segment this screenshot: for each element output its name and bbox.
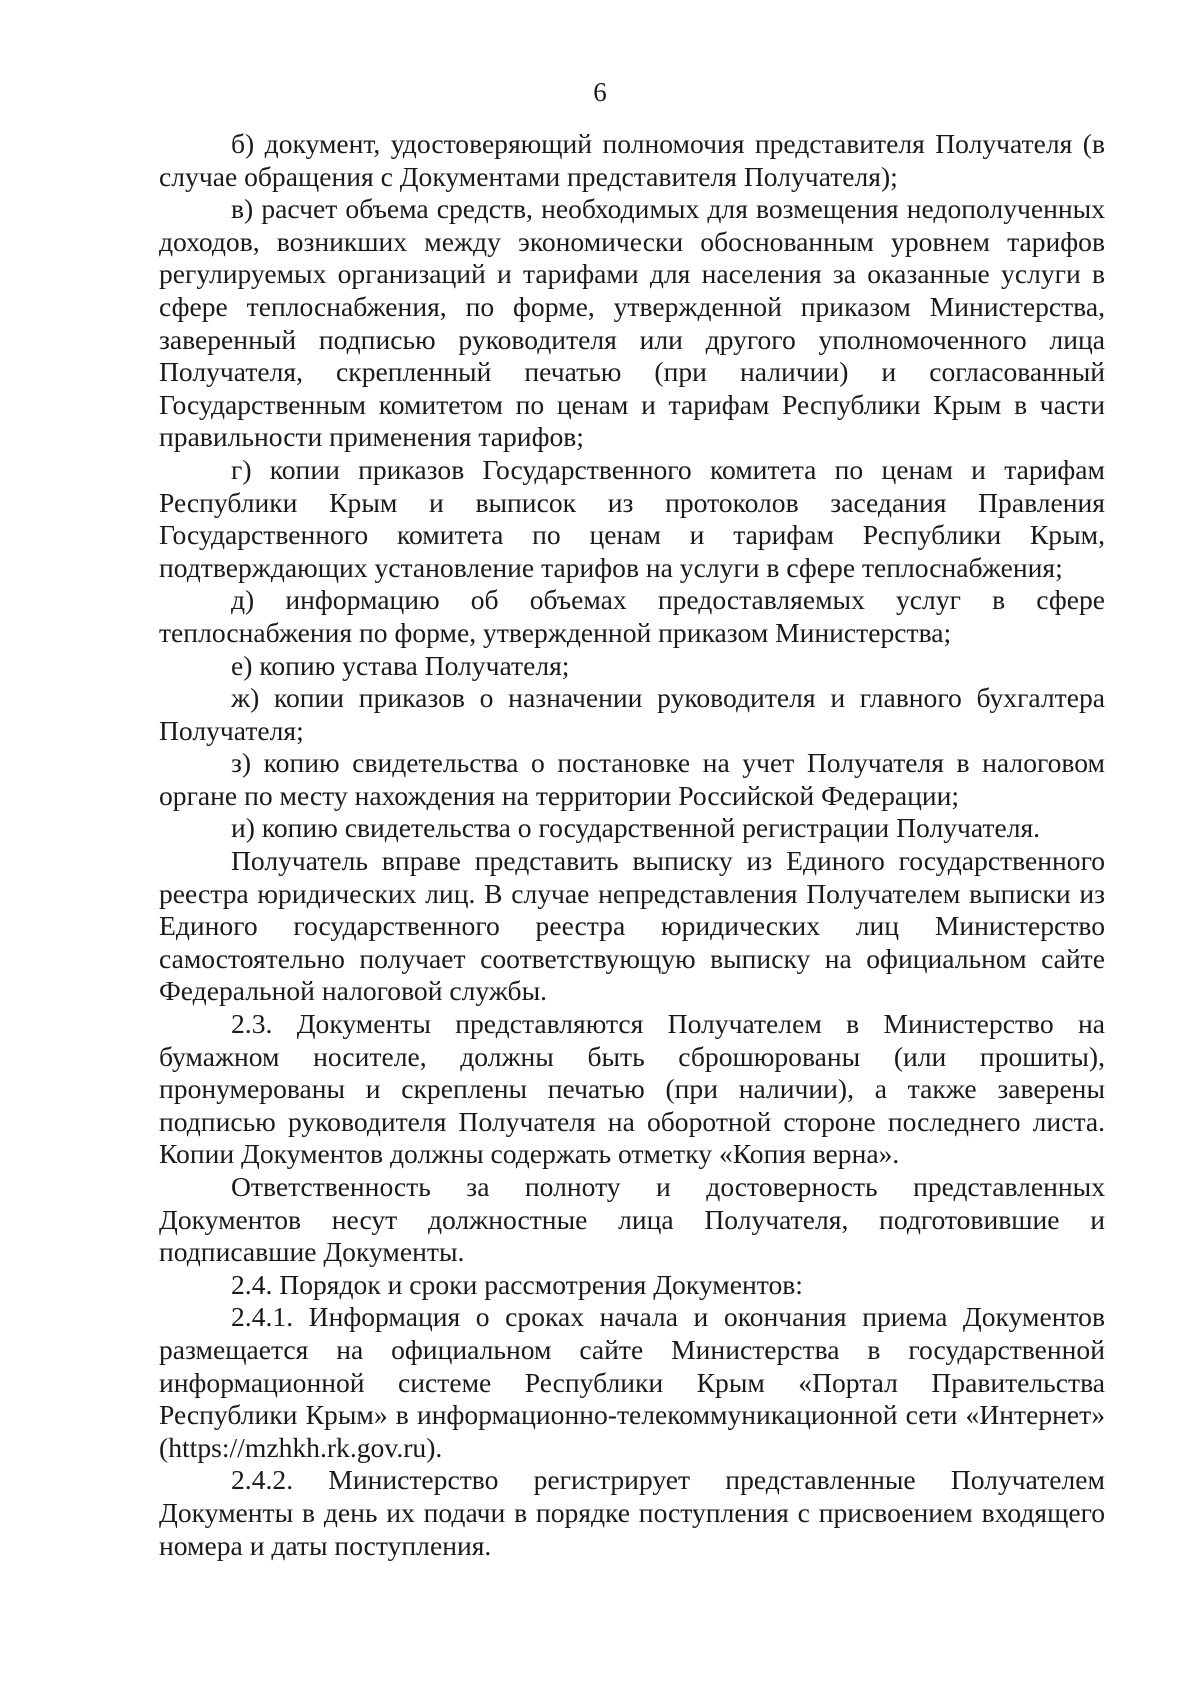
paragraph-item-z: з) копию свидетельства о постановке на учет Получателя в налоговом органе по месту нахождения на территории Российской Федерации; — [159, 747, 1105, 811]
paragraph-section-2-4-1: 2.4.1. Информация о сроках начала и окончания приема Документов размещается на официальном сайте Министерства в государственной информационной системе Республики Крым «Портал Правительства Республики Крым» в информационно-телекоммуникационной сети «Интернет» (https://mzhkh.rk.gov.ru). — [159, 1301, 1105, 1463]
page-number: 6 — [593, 77, 607, 107]
paragraph-section-2-3: 2.3. Документы представляются Получателем в Министерство на бумажном носителе, должны быть сброшюрованы (или прошиты), пронумерованы и скреплены печатью (при наличии), а также заверены подписью руководителя Получателя на оборотной стороне последнего листа. Копии Документов должны содержать отметку «Копия верна». — [159, 1008, 1105, 1170]
paragraph-section-2-4-2: 2.4.2. Министерство регистрирует представленные Получателем Документы в день их подачи в порядке поступления с присвоением входящего номера и даты поступления. — [159, 1464, 1105, 1561]
paragraph-item-v: в) расчет объема средств, необходимых для возмещения недополученных доходов, возникших между экономически обоснованным уровнем тарифов регулируемых организаций и тарифами для населения за оказанные услуги в сфере теплоснабжения, по форме, утвержденной приказом Министерства, заверенный подписью руководителя или другого уполномоченного лица Получателя, скрепленный печатью (при наличии) и согласованный Государственным комитетом по ценам и тарифам Республики Крым в части правильности применения тарифов; — [159, 193, 1105, 453]
document-body — [159, 128, 1105, 1562]
paragraph-section-2-4: 2.4. Порядок и сроки рассмотрения Документов: — [231, 1268, 803, 1300]
paragraph-item-d: д) информацию об объемах предоставляемых услуг в сфере теплоснабжения по форме, утвержденной приказом Министерства; — [159, 584, 1105, 648]
paragraph-responsibility: Ответственность за полноту и достоверность представленных Документов несут должностные лица Получателя, подготовившие и подписавшие Документы. — [159, 1171, 1105, 1268]
paragraph-item-i: и) копию свидетельства о государственной регистрации Получателя. — [231, 812, 1041, 844]
paragraph-item-b: б) документ, удостоверяющий полномочия представителя Получателя (в случае обращения с Документами представителя Получателя); — [159, 128, 1105, 192]
paragraph-item-g: г) копии приказов Государственного комитета по ценам и тарифам Республики Крым и выписок из протоколов заседания Правления Государственного комитета по ценам и тарифам Республики Крым, подтверждающих установление тарифов на услуги в сфере теплоснабжения; — [159, 453, 1105, 583]
paragraph-item-zh: ж) копии приказов о назначении руководителя и главного бухгалтера Получателя; — [159, 682, 1105, 746]
paragraph-item-e: е) копию устава Получателя; — [231, 649, 570, 681]
paragraph-egrul-extract: Получатель вправе представить выписку из Единого государственного реестра юридических лиц. В случае непредставления Получателем выписки из Единого государственного реестра юридических лиц Министерство самостоятельно получает соответствующую выписку на официальном сайте Федеральной налоговой службы. — [159, 845, 1105, 1007]
